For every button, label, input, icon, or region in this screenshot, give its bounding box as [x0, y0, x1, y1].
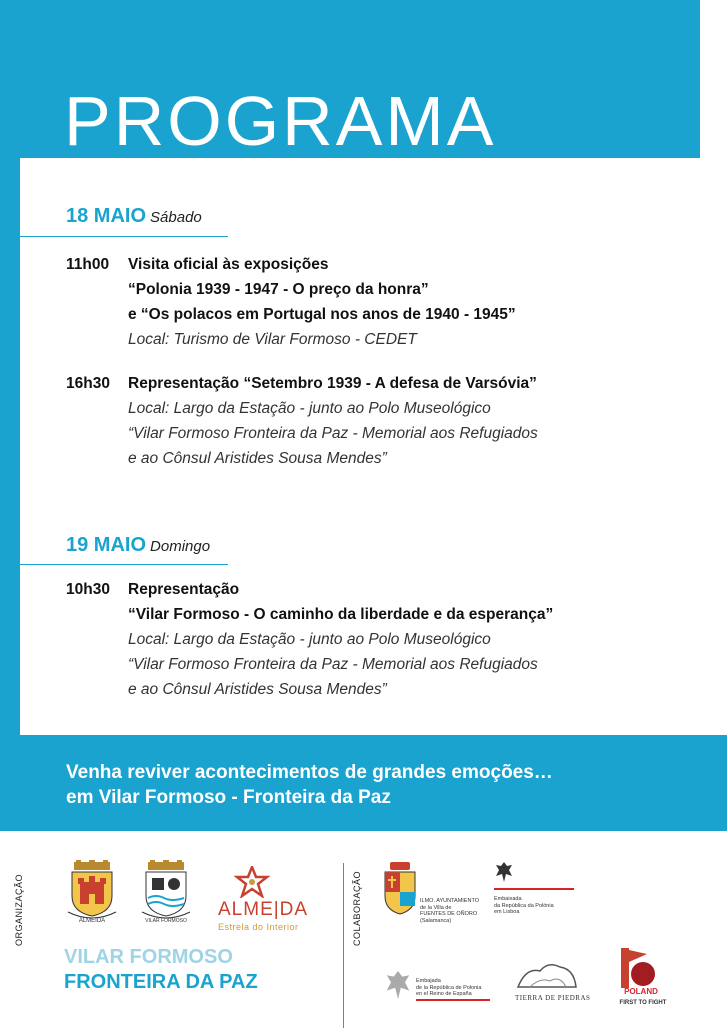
event-memorial-line: “Vilar Formoso Fronteira da Paz - Memorial aos Refugiados: [128, 425, 538, 442]
svg-text:FIRST TO FIGHT: FIRST TO FIGHT: [619, 1000, 667, 1006]
event-title-line: Visita oficial às exposições: [128, 256, 329, 273]
event-memorial-line: e ao Cônsul Aristides Sousa Mendes”: [128, 681, 387, 698]
almeida-crest-icon: [64, 860, 120, 924]
event-title-line: “Polonia 1939 - 1947 - O preço da honra”: [128, 281, 429, 298]
almeida-star-logo-icon: [234, 866, 270, 898]
cta-text: [66, 760, 553, 810]
day-date: 18 MAIO: [66, 205, 147, 227]
day-heading-19-maio: [66, 534, 210, 557]
almeida-wordmark: ALME|DA: [218, 899, 309, 920]
day-weekday: Domingo: [150, 538, 211, 555]
event-memorial-line: “Vilar Formoso Fronteira da Paz - Memorial aos Refugiados: [128, 656, 538, 673]
page-title: PROGRAMA: [64, 82, 497, 160]
fuentes-de-onoro-text: ILMO. AYUNTAMIENTO de la Villa de FUENTES DE OÑORO (Salamanca): [420, 898, 479, 924]
event-location-line: Local: Turismo de Vilar Formoso - CEDET: [128, 331, 417, 348]
polish-eagle-icon: [494, 860, 514, 884]
header-right-gap: [700, 0, 727, 158]
event-title-line: “Vilar Formoso - O caminho da liberdade e da esperança”: [128, 606, 554, 623]
fuentes-de-onoro-crest-icon: [382, 862, 418, 920]
svg-text:ALMEIDA: ALMEIDA: [78, 918, 106, 924]
day-heading-18-maio: [66, 205, 202, 228]
day-underline: [20, 236, 228, 237]
vilar-formoso-logo-line2: FRONTEIRA DA PAZ: [64, 971, 258, 993]
embajada-espana-text: Embajada de la República de Polonia en el Reino de España: [416, 978, 482, 997]
event-memorial-line: e ao Cônsul Aristides Sousa Mendes”: [128, 450, 387, 467]
svg-text:POLAND: POLAND: [624, 987, 658, 996]
almeida-tagline: Estrela do Interior: [218, 922, 299, 932]
tierra-de-piedras-logo-icon: [516, 957, 578, 993]
event-title-line: e “Os polacos em Portugal nos anos de 1940 - 1945”: [128, 306, 516, 323]
embaixada-lisboa-text: Embaixada da República da Polónia em Lisboa: [494, 896, 554, 915]
event-time: 10h30: [66, 581, 110, 598]
svg-text:VILAR FORMOSO: VILAR FORMOSO: [145, 918, 187, 924]
day-underline: [20, 564, 228, 565]
footer-divider: [343, 863, 344, 1028]
event-time: 11h00: [66, 256, 110, 273]
event-title-line: Representação: [128, 581, 240, 598]
organizacao-label: ORGANIZAÇÃO: [14, 873, 24, 946]
day-date: 19 MAIO: [66, 534, 147, 556]
polish-flag-bar: [416, 999, 490, 1001]
polish-eagle-gray-icon: [384, 968, 412, 1002]
event-location-line: Local: Largo da Estação - junto ao Polo Museológico: [128, 631, 491, 648]
poland-first-to-fight-logo-icon: [611, 944, 669, 1008]
left-accent-strip: [0, 0, 20, 735]
event-location-line: Local: Largo da Estação - junto ao Polo Museológico: [128, 400, 491, 417]
day-weekday: Sábado: [150, 209, 202, 226]
event-time: 16h30: [66, 375, 110, 392]
vilar-formoso-crest-icon: [138, 860, 194, 924]
tierra-de-piedras-text: TIERRA DE PIEDRAS: [515, 994, 591, 1002]
event-title-line: Representação “Setembro 1939 - A defesa de Varsóvia”: [128, 375, 537, 392]
polish-flag-bar: [494, 888, 574, 890]
vilar-formoso-logo-line1: VILAR FORMOSO: [64, 946, 233, 968]
cta-line: Venha reviver acontecimentos de grandes emoções…: [66, 762, 553, 783]
colaboracao-label: COLABORAÇÃO: [352, 870, 362, 946]
cta-line: em Vilar Formoso - Fronteira da Paz: [66, 787, 391, 808]
